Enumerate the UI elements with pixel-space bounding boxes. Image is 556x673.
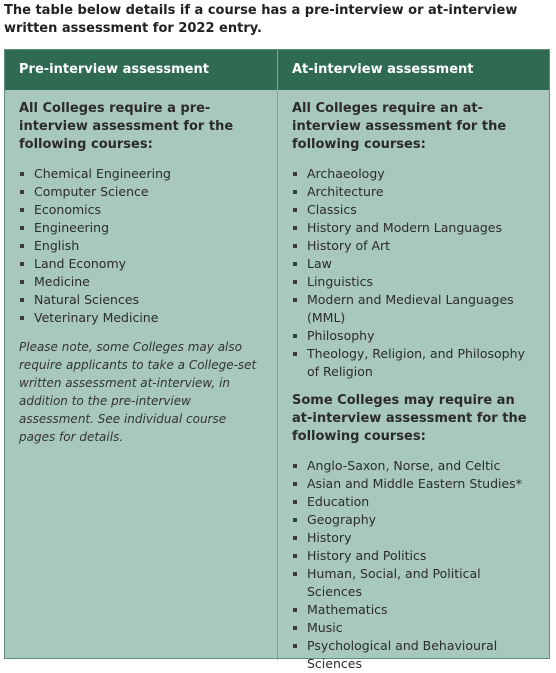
course-name: Music — [307, 620, 343, 635]
pre-interview-column — [5, 90, 278, 660]
list-item — [292, 493, 539, 511]
list-item — [19, 237, 263, 255]
bullet-icon — [20, 208, 24, 212]
list-item — [292, 475, 539, 493]
bullet-icon — [293, 208, 297, 212]
course-name: History and Modern Languages — [307, 220, 503, 235]
course-name: Human, Social, and Political Sciences — [307, 566, 481, 599]
bullet-icon — [293, 226, 297, 230]
bullet-icon — [293, 626, 297, 630]
bullet-icon — [293, 608, 297, 612]
course-name: Archaeology — [307, 166, 385, 181]
course-name: Classics — [307, 202, 357, 217]
bullet-icon — [293, 190, 297, 194]
list-item — [292, 183, 539, 201]
bullet-icon — [20, 316, 24, 320]
bullet-icon — [293, 298, 297, 302]
bullet-icon — [20, 244, 24, 248]
list-item — [19, 201, 263, 219]
course-name: Engineering — [34, 220, 109, 235]
course-name: Architecture — [307, 184, 384, 199]
list-item — [292, 565, 539, 601]
at-interview-course-list — [292, 165, 539, 381]
course-name: Modern and Medieval Languages (MML) — [307, 292, 514, 325]
list-item — [292, 529, 539, 547]
course-name: Linguistics — [307, 274, 373, 289]
list-item — [292, 637, 539, 673]
bullet-icon — [293, 244, 297, 248]
bullet-icon — [293, 464, 297, 468]
bullet-icon — [20, 280, 24, 284]
some-colleges-course-list — [292, 457, 539, 673]
course-name: Asian and Middle Eastern Studies* — [307, 476, 522, 491]
course-name: Geography — [307, 512, 377, 527]
course-name: History of Art — [307, 238, 391, 253]
course-name: Philosophy — [307, 328, 375, 343]
course-name: History — [307, 530, 352, 545]
course-name: Economics — [34, 202, 102, 217]
bullet-icon — [293, 280, 297, 284]
course-name: Anglo-Saxon, Norse, and Celtic — [307, 458, 501, 473]
table-header-row — [5, 50, 549, 90]
bullet-icon — [293, 482, 297, 486]
bullet-icon — [20, 190, 24, 194]
bullet-icon — [20, 262, 24, 266]
bullet-icon — [293, 644, 297, 648]
bullet-icon — [293, 500, 297, 504]
bullet-icon — [20, 172, 24, 176]
list-item — [292, 165, 539, 183]
list-item — [19, 309, 263, 327]
bullet-icon — [293, 172, 297, 176]
list-item — [292, 511, 539, 529]
list-item — [19, 183, 263, 201]
list-item — [292, 345, 539, 381]
bullet-icon — [293, 262, 297, 266]
course-name: English — [34, 238, 80, 253]
list-item — [292, 273, 539, 291]
course-name: Medicine — [34, 274, 90, 289]
course-name: Theology, Religion, and Philosophy of Religion — [307, 346, 525, 379]
course-name: Law — [307, 256, 332, 271]
list-item — [19, 165, 263, 183]
intro-text: The table below details if a course has a pre-interview or at-interview written assessment for 2022 entry. — [4, 3, 518, 36]
course-name: Natural Sciences — [34, 292, 140, 307]
list-item — [292, 291, 539, 327]
bullet-icon — [293, 536, 297, 540]
course-name: History and Politics — [307, 548, 427, 563]
course-name: Mathematics — [307, 602, 388, 617]
bullet-icon — [293, 554, 297, 558]
list-item — [292, 619, 539, 637]
pre-interview-heading: All Colleges require a pre-interview assessment for the following courses: — [19, 101, 234, 152]
at-interview-column — [278, 90, 549, 671]
bullet-icon — [20, 226, 24, 230]
some-colleges-heading: Some Colleges may require an at-interview assessment for the following courses: — [292, 393, 527, 444]
course-name: Computer Science — [34, 184, 149, 199]
course-name: Veterinary Medicine — [34, 310, 159, 325]
table-body-row — [5, 90, 549, 671]
bullet-icon — [293, 334, 297, 338]
list-item — [19, 255, 263, 273]
bullet-icon — [293, 352, 297, 356]
pre-interview-course-list — [19, 165, 263, 327]
assessment-table — [4, 49, 550, 671]
list-item — [19, 273, 263, 291]
header-at-interview: At-interview assessment — [292, 62, 474, 77]
bullet-icon — [293, 572, 297, 576]
list-item — [292, 327, 539, 345]
list-item — [292, 457, 539, 475]
list-item — [292, 547, 539, 565]
pre-interview-note: Please note, some Colleges may also require applicants to take a College-set written assessment at-interview, in addition to the pre-interview assessment. See individual course pages for details. — [19, 340, 257, 444]
list-item — [19, 219, 263, 237]
course-name: Education — [307, 494, 370, 509]
course-name: Land Economy — [34, 256, 127, 271]
at-interview-heading: All Colleges require an at-interview assessment for the following courses: — [292, 101, 507, 152]
course-name: Psychological and Behavioural Sciences — [307, 638, 498, 671]
list-item — [292, 201, 539, 219]
list-item — [19, 291, 263, 309]
course-name: Chemical Engineering — [34, 166, 171, 181]
bullet-icon — [293, 518, 297, 522]
list-item — [292, 255, 539, 273]
bullet-icon — [20, 298, 24, 302]
header-pre-interview: Pre-interview assessment — [5, 50, 278, 90]
list-item — [292, 237, 539, 255]
list-item — [292, 219, 539, 237]
list-item — [292, 601, 539, 619]
